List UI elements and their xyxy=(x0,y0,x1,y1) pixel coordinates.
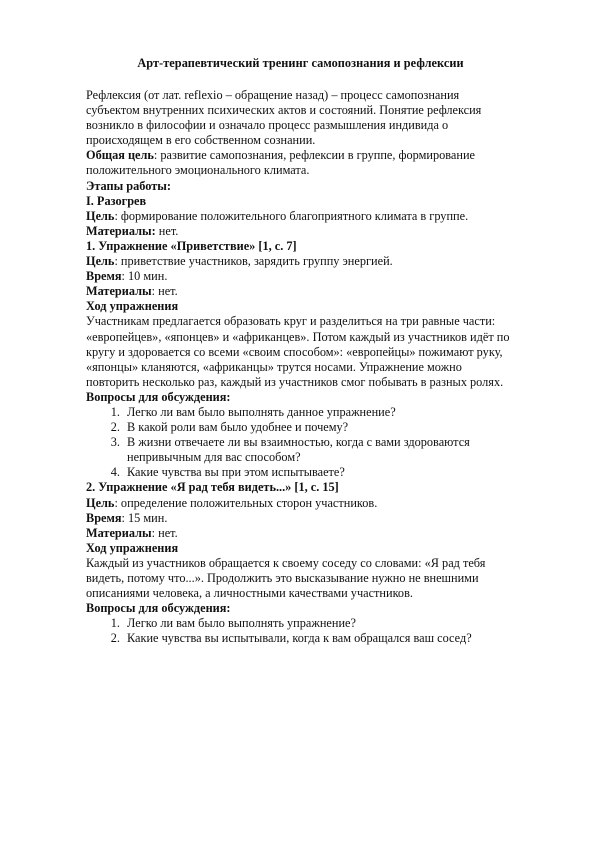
general-goal-label: Общая цель xyxy=(86,148,154,163)
warmup-goal-text: : формирование положительного благоприятного климата в группе. xyxy=(114,208,469,223)
exercise1-time xyxy=(86,269,515,284)
exercise2-goal-label: Цель xyxy=(86,495,115,510)
exercise1-materials-text: : нет. xyxy=(151,284,178,299)
exercise1-questions-list xyxy=(86,405,515,480)
warmup-materials-text: нет. xyxy=(155,223,179,238)
exercise2-materials-text: : нет. xyxy=(151,525,178,540)
warmup-heading: I. Разогрев xyxy=(86,193,147,208)
intro-paragraph: Рефлексия (от лат. reflexio – обращение назад) – процесс самопознания субъектом внутренних психических актов и состояний. Понятие рефлексия возникло в философии и означало процесс размышления индивида о происходящем в его собственном сознании. xyxy=(86,88,482,148)
document-title: Арт-терапевтический тренинг самопознания и рефлексии xyxy=(137,56,464,70)
list-item: 4. Какие чувства вы при этом испытываете? xyxy=(123,465,515,480)
exercise2-time-text: : 15 мин. xyxy=(121,510,168,525)
list-item: 3. В жизни отвечаете ли вы взаимностью, когда с вами здороваются непривычным для вас способом? xyxy=(123,435,515,465)
exercise1-goal xyxy=(86,254,515,269)
list-item: 1. Легко ли вам было выполнять данное упражнение? xyxy=(123,405,515,420)
exercise2-procedure-text: Каждый из участников обращается к своему соседу со словами: «Я рад тебя видеть, потому что...». Продолжить это высказывание нужно не внешними описаниями человека, а личностными качествами участников. xyxy=(86,555,486,601)
exercise2-questions-heading: Вопросы для обсуждения: xyxy=(86,601,231,616)
exercise1-questions-heading: Вопросы для обсуждения: xyxy=(86,389,231,404)
warmup-goal-label: Цель xyxy=(86,208,115,223)
stages-heading: Этапы работы: xyxy=(86,178,171,193)
list-item: 2. Какие чувства вы испытывали, когда к вам обращался ваш сосед? xyxy=(123,631,515,646)
exercise1-time-label: Время xyxy=(86,269,122,284)
exercise2-heading: 2. Упражнение «Я рад тебя видеть...» [1, с. 15] xyxy=(86,480,339,495)
exercise1-goal-text: : приветствие участников, зарядить группу энергией. xyxy=(114,254,393,269)
exercise1-procedure-heading: Ход упражнения xyxy=(86,299,179,314)
exercise2-questions-list xyxy=(86,616,515,646)
exercise1-materials xyxy=(86,284,515,299)
exercise1-goal-label: Цель xyxy=(86,254,115,269)
exercise1-materials-label: Материалы xyxy=(86,284,152,299)
warmup-goal xyxy=(86,209,515,224)
exercise1-time-text: : 10 мин. xyxy=(121,269,168,284)
warmup-materials xyxy=(86,224,515,239)
exercise2-procedure-heading: Ход упражнения xyxy=(86,540,179,555)
warmup-materials-label: Материалы: xyxy=(86,223,156,238)
general-goal-text: : развитие самопознания, рефлексии в группе, формирование положительного эмоционального климата. xyxy=(86,148,475,178)
exercise2-time xyxy=(86,511,515,526)
exercise2-materials-label: Материалы xyxy=(86,525,152,540)
exercise2-goal-text: : определение положительных сторон участников. xyxy=(114,495,378,510)
exercise2-goal xyxy=(86,496,515,511)
exercise2-materials xyxy=(86,526,515,541)
exercise1-procedure-text: Участникам предлагается образовать круг и разделиться на три равные части: «европейцев», «японцев» и «африканцев». Потом каждый из участников идёт по кругу и здоровается со всеми «своим способом»: «европейцы» пожимают руку, «японцы» кланяются, «африканцы» трутся носами. Упражнение можно повторить несколько раз, каждый из участников смог побывать в разных ролях. xyxy=(86,314,510,389)
exercise2-time-label: Время xyxy=(86,510,122,525)
exercise1-heading: 1. Упражнение «Приветствие» [1, с. 7] xyxy=(86,238,297,253)
general-goal xyxy=(86,148,515,178)
list-item: 1. Легко ли вам было выполнять упражнение? xyxy=(123,616,515,631)
list-item: 2. В какой роли вам было удобнее и почему? xyxy=(123,420,515,435)
